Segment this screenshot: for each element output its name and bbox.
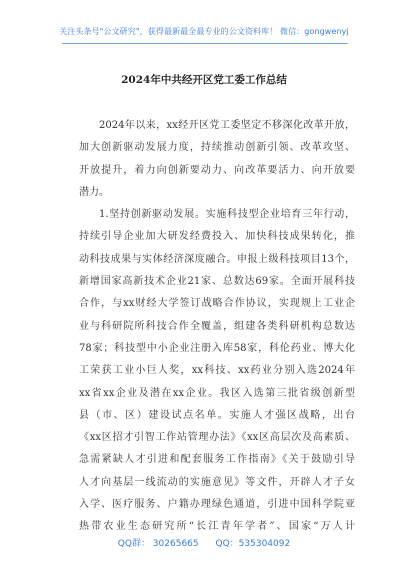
paragraph-line: 合作，与xx财经大学签订战略合作协议，实现规上工业企: [79, 298, 355, 310]
header-divider: [62, 43, 348, 44]
paragraph-line: 开放提升，着力向创新要动力、向改革要活力、向开放要: [79, 164, 355, 176]
paragraph-line: 工荣获工业小巨人奖，xx科技、xx药业分别入选2024年: [79, 365, 355, 377]
paragraph-line: 《xx区招才引智工作站管理办法》《xx区高层次及高素质、: [79, 432, 355, 444]
document-body: [79, 115, 355, 539]
paragraph-line: 急需紧缺人才引进和配套服务工作指南》《关于鼓励引导: [79, 454, 355, 466]
paragraph-line: 人才向基层一线流动的实施意见》等文件，开辟人才子女: [79, 476, 355, 488]
paragraph-line: 动科技成果与实体经济深度融合。申报上级科技项目13个，: [79, 253, 355, 265]
paragraph-line: 2024年以来，xx经开区党工委坚定不移深化改革开放，: [99, 120, 355, 131]
paragraph-line: 持续引导企业加大研发经费投入、加快科技成果转化，推: [79, 231, 355, 243]
paragraph-line: 加大创新驱动发展力度，持续推动创新引领、改革攻坚、: [79, 142, 355, 154]
footer-contact: [0, 536, 408, 549]
footer-qq-group: QQ群： 30265665: [117, 539, 199, 549]
paragraph-line: xx省xx企业及潜在xx企业。我区入选第三批省级创新型: [79, 387, 355, 399]
header-banner: 关注头条号"公文研究"，获得最新最全最专业的公文资料库！ 微信：gongwenyj: [59, 27, 349, 36]
paragraph-line: 潜力。: [79, 186, 109, 198]
paragraph-line: 业与科研院所科技合作全覆盖，组建各类科研机构总数达: [79, 320, 355, 332]
paragraph-line: 新增国家高新技术企业21家、总数达69家。全面开展科技: [79, 276, 355, 288]
paragraph-line: 热带农业生态研究所“长江青年学者”、国家“万人计: [79, 521, 355, 533]
paragraph-line: 入学、医疗服务、户籍办理绿色通道，引进中国科学院亚: [79, 499, 355, 511]
document-title: 2024年中共经开区党工委工作总结: [121, 74, 287, 86]
paragraph-line: 县（市、区）建设试点名单。实施人才强区战略，出台: [79, 409, 355, 421]
paragraph-line: 78家；科技型中小企业注册入库58家，科伦药业、博大化: [79, 342, 355, 354]
footer-qq-number: QQ：535304092: [215, 539, 291, 549]
paragraph-line: 1.坚持创新驱动发展。实施科技型企业培育三年行动，: [99, 209, 355, 221]
